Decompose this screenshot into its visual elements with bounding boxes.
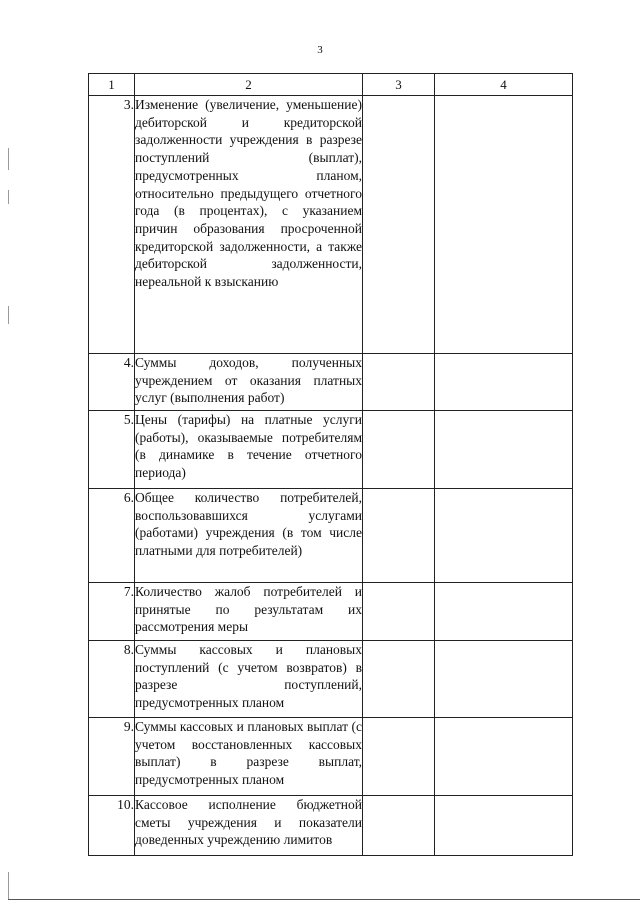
column-header-1: 1 (89, 74, 135, 96)
row-description: Кассовое исполнение бюджетной сметы учреждения и показатели доведенных учреждению лимитов (135, 796, 363, 856)
row-value-col3 (363, 641, 435, 718)
row-number: 4. (89, 354, 135, 411)
row-description: Суммы кассовых и плановых поступлений (с учетом возвратов) в разрезе поступлений, предусмотренных планом (135, 641, 363, 718)
row-value-col3 (363, 354, 435, 411)
scan-edge-mark (8, 872, 9, 900)
row-number: 9. (89, 718, 135, 796)
row-value-col3 (363, 583, 435, 641)
row-value-col3 (363, 411, 435, 489)
table-row (89, 489, 573, 583)
row-value-col4 (435, 411, 573, 489)
row-number: 5. (89, 411, 135, 489)
row-description: Суммы доходов, полученных учреждением от оказания платных услуг (выполнения работ) (135, 354, 363, 411)
row-value-col4 (435, 489, 573, 583)
row-description: Количество жалоб потребителей и принятые по результатам их рассмотрения меры (135, 583, 363, 641)
row-value-col4 (435, 718, 573, 796)
table-row (89, 641, 573, 718)
column-header-3: 3 (363, 74, 435, 96)
table-row (89, 411, 573, 489)
row-value-col4 (435, 641, 573, 718)
row-value-col4 (435, 354, 573, 411)
scan-bottom-edge (8, 899, 640, 900)
column-header-4: 4 (435, 74, 573, 96)
row-description: Цены (тарифы) на платные услуги (работы), оказываемые потребителям (в динамике в течение отчетного периода) (135, 411, 363, 489)
report-table (88, 73, 573, 856)
table-row (89, 718, 573, 796)
row-value-col4 (435, 96, 573, 354)
row-number: 3. (89, 96, 135, 354)
scan-edge-mark (8, 148, 9, 170)
table-row (89, 96, 573, 354)
row-value-col3 (363, 96, 435, 354)
row-description: Общее количество потребителей, воспользовавшихся услугами (работами) учреждения (в том числе платными для потребителей) (135, 489, 363, 583)
row-number: 8. (89, 641, 135, 718)
row-description: Суммы кассовых и плановых выплат (с учетом восстановленных кассовых выплат) в разрезе выплат, предусмотренных планом (135, 718, 363, 796)
row-description: Изменение (увеличение, уменьшение) дебиторской и кредиторской задолженности учреждения в разрезе поступлений (выплат), предусмотренных планом, относительно предыдущего отчетного года (в процентах), с указанием причин образования просроченной кредиторской задолженности, а также дебиторской задолженности, нереальной к взысканию (135, 96, 363, 354)
scan-edge-mark (8, 306, 9, 324)
row-number: 6. (89, 489, 135, 583)
table-row (89, 583, 573, 641)
row-value-col4 (435, 583, 573, 641)
row-value-col3 (363, 718, 435, 796)
table-row (89, 796, 573, 856)
column-header-2: 2 (135, 74, 363, 96)
row-value-col4 (435, 796, 573, 856)
scan-edge-mark (8, 190, 9, 204)
row-number: 10. (89, 796, 135, 856)
row-value-col3 (363, 489, 435, 583)
page-number: 3 (317, 44, 323, 56)
table-row (89, 354, 573, 411)
row-number: 7. (89, 583, 135, 641)
row-value-col3 (363, 796, 435, 856)
header-row (89, 74, 573, 96)
